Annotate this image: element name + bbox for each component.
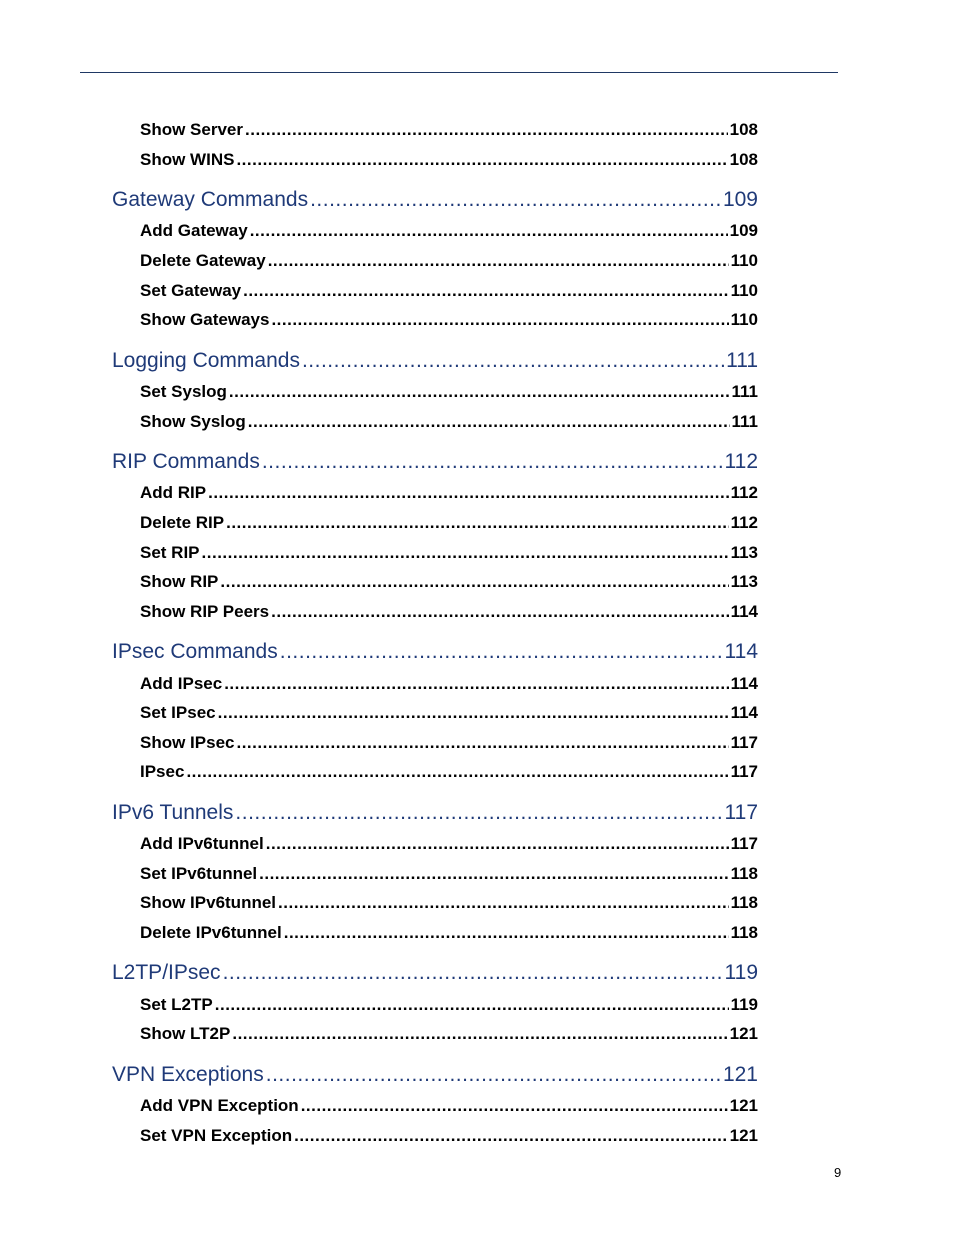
toc-entry-title: Show IPsec	[140, 733, 235, 752]
toc-entry[interactable]	[140, 149, 758, 171]
toc-entry[interactable]	[140, 833, 758, 855]
toc-entry-page: 121	[729, 1096, 758, 1115]
toc-entry-title: Add IPv6tunnel	[140, 834, 264, 853]
toc-entry-page: 118	[730, 893, 758, 912]
toc-entry-page: 114	[724, 640, 758, 663]
toc-leader-dots	[245, 119, 728, 141]
toc-leader-dots	[271, 309, 728, 331]
toc-entry[interactable]	[140, 119, 758, 141]
toc-entry[interactable]	[140, 542, 758, 564]
toc-heading-entry[interactable]	[112, 959, 758, 987]
toc-leader-dots	[226, 512, 728, 534]
toc-entry[interactable]	[140, 512, 758, 534]
toc-entry-title: Show RIP Peers	[140, 602, 270, 621]
toc-leader-dots	[271, 601, 728, 623]
toc-leader-dots	[301, 1095, 728, 1117]
toc-entry-title: Set IPv6tunnel	[140, 864, 258, 883]
toc-entry-title: Show LT2P	[140, 1024, 231, 1043]
toc-leader-dots	[284, 922, 729, 944]
toc-leader-dots	[266, 833, 729, 855]
toc-leader-dots	[224, 673, 728, 695]
toc-entry[interactable]	[140, 732, 758, 754]
toc-entry[interactable]	[140, 309, 758, 331]
header-rule	[80, 72, 838, 73]
toc-entry[interactable]	[140, 922, 758, 944]
toc-heading-entry[interactable]	[112, 347, 758, 375]
toc-entry-title: Delete IPv6tunnel	[140, 923, 282, 942]
toc-entry-page: 111	[731, 412, 758, 431]
toc-leader-dots	[232, 1023, 727, 1045]
toc-leader-dots	[202, 542, 729, 564]
toc-leader-dots	[215, 994, 729, 1016]
toc-entry-page: 117	[730, 733, 758, 752]
toc-heading-entry[interactable]	[112, 448, 758, 476]
toc-entry[interactable]	[140, 1095, 758, 1117]
toc-entry-title: L2TP/IPsec	[112, 961, 221, 984]
toc-entry-page: 112	[730, 483, 758, 502]
toc-entry-title: Set L2TP	[140, 995, 213, 1014]
toc-entry[interactable]	[140, 1125, 758, 1147]
toc-entry-title: Add IPsec	[140, 674, 223, 693]
toc-entry-title: Show WINS	[140, 150, 235, 169]
toc-entry[interactable]	[140, 250, 758, 272]
toc-entry-page: 111	[731, 382, 758, 401]
toc-leader-dots	[268, 250, 729, 272]
toc-entry-title: Logging Commands	[112, 349, 300, 372]
toc-entry-title: Delete Gateway	[140, 251, 266, 270]
toc-heading-entry[interactable]	[112, 1061, 758, 1089]
toc-entry[interactable]	[140, 892, 758, 914]
toc-entry-page: 110	[730, 310, 758, 329]
toc-entry-title: Show Server	[140, 120, 243, 139]
toc-leader-dots	[218, 702, 729, 724]
toc-leader-dots	[248, 411, 730, 433]
toc-entry-title: RIP Commands	[112, 450, 260, 473]
toc-entry-page: 114	[730, 703, 758, 722]
page-number: 9	[834, 1165, 842, 1180]
toc-leader-dots	[310, 186, 721, 214]
toc-leader-dots	[236, 149, 727, 171]
toc-entry-title: Set VPN Exception	[140, 1126, 293, 1145]
toc-entry-title: Add RIP	[140, 483, 207, 502]
toc-entry-page: 111	[726, 349, 758, 372]
toc-heading-entry[interactable]	[112, 799, 758, 827]
toc-entry[interactable]	[140, 1023, 758, 1045]
toc-entry[interactable]	[140, 482, 758, 504]
toc-leader-dots	[294, 1125, 728, 1147]
toc-entry-page: 118	[730, 923, 758, 942]
toc-entry[interactable]	[140, 702, 758, 724]
toc-leader-dots	[259, 863, 728, 885]
toc-entry-page: 121	[722, 1063, 758, 1086]
toc-leader-dots	[250, 220, 728, 242]
toc-leader-dots	[278, 892, 729, 914]
toc-entry-title: Show IPv6tunnel	[140, 893, 277, 912]
toc-entry-page: 119	[724, 961, 758, 984]
toc-entry-title: Set RIP	[140, 543, 200, 562]
toc-leader-dots	[266, 1061, 721, 1089]
toc-entry-page: 117	[730, 762, 758, 781]
toc-entry-title: Gateway Commands	[112, 188, 309, 211]
toc-entry[interactable]	[140, 863, 758, 885]
toc-leader-dots	[262, 448, 723, 476]
toc-entry-title: IPsec Commands	[112, 640, 278, 663]
toc-entry[interactable]	[140, 220, 758, 242]
toc-leader-dots	[223, 959, 723, 987]
toc-entry-title: Delete RIP	[140, 513, 225, 532]
toc-entry[interactable]	[140, 761, 758, 783]
toc-entry[interactable]	[140, 411, 758, 433]
toc-entry-page: 117	[724, 801, 758, 824]
toc-entry-title: IPsec	[140, 762, 185, 781]
toc-heading-entry[interactable]	[112, 638, 758, 666]
toc-entry-page: 109	[722, 188, 758, 211]
toc-entry-title: Set IPsec	[140, 703, 216, 722]
toc-entry-page: 113	[730, 572, 758, 591]
toc-entry-page: 110	[730, 281, 758, 300]
toc-entry[interactable]	[140, 280, 758, 302]
toc-heading-entry[interactable]	[112, 186, 758, 214]
toc-entry-page: 114	[730, 674, 758, 693]
toc-leader-dots	[220, 571, 728, 593]
toc-entry-title: Show Gateways	[140, 310, 270, 329]
toc-leader-dots	[208, 482, 728, 504]
toc-entry-title: Add Gateway	[140, 221, 248, 240]
toc-entry-title: Set Syslog	[140, 382, 227, 401]
toc-entry-page: 113	[730, 543, 758, 562]
toc-entry-page: 109	[729, 221, 758, 240]
toc-entry[interactable]	[140, 601, 758, 623]
toc-entry-page: 117	[730, 834, 758, 853]
toc-entry-page: 121	[729, 1126, 758, 1145]
toc-entry-title: Show Syslog	[140, 412, 246, 431]
toc-entry[interactable]	[140, 673, 758, 695]
toc-entry-page: 121	[729, 1024, 758, 1043]
toc-entry-page: 108	[729, 120, 758, 139]
toc-entry-title: VPN Exceptions	[112, 1063, 264, 1086]
toc-entry-page: 118	[730, 864, 758, 883]
toc-entry-page: 112	[724, 450, 758, 473]
toc-leader-dots	[236, 732, 728, 754]
toc-leader-dots	[280, 638, 723, 666]
toc-entry[interactable]	[140, 994, 758, 1016]
toc-leader-dots	[186, 761, 728, 783]
toc-entry-title: Set Gateway	[140, 281, 242, 300]
toc-entry-title: Show RIP	[140, 572, 219, 591]
toc-entry-page: 108	[729, 150, 758, 169]
toc-entry-page: 119	[730, 995, 758, 1014]
toc-entry-page: 114	[730, 602, 758, 621]
toc-leader-dots	[302, 347, 724, 375]
toc-leader-dots	[235, 799, 722, 827]
toc-leader-dots	[229, 381, 730, 403]
toc-leader-dots	[243, 280, 728, 302]
toc-entry-page: 112	[730, 513, 758, 532]
toc-entry-page: 110	[730, 251, 758, 270]
toc-entry-title: IPv6 Tunnels	[112, 801, 234, 824]
toc-entry[interactable]	[140, 571, 758, 593]
toc-entry-title: Add VPN Exception	[140, 1096, 299, 1115]
toc-entry[interactable]	[140, 381, 758, 403]
